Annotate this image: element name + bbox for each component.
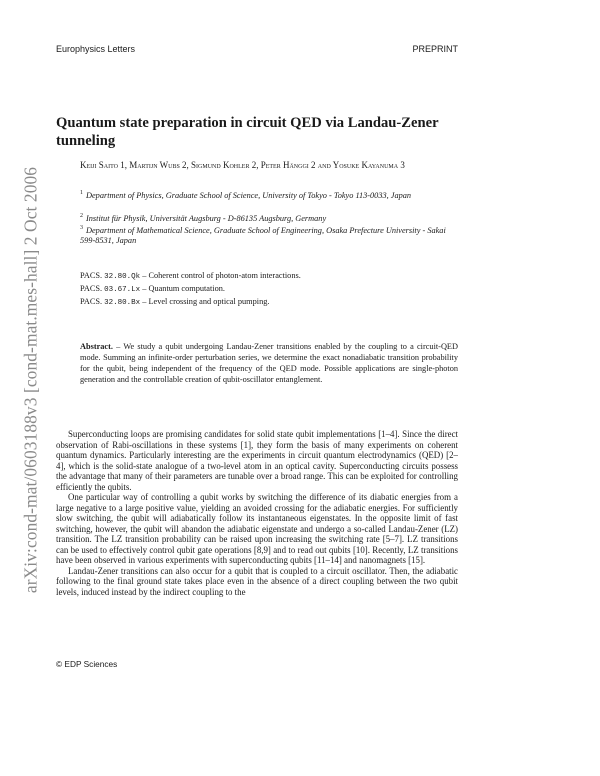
pacs-description: – Quantum computation. xyxy=(142,284,225,293)
pacs-description: – Coherent control of photon-atom interactions. xyxy=(142,271,301,280)
pacs-prefix: PACS. xyxy=(80,297,103,306)
pacs-prefix: PACS. xyxy=(80,271,103,280)
abstract xyxy=(80,341,458,385)
pacs-description: – Level crossing and optical pumping. xyxy=(142,297,270,306)
affiliation-1 xyxy=(80,188,458,201)
pacs-code: 32.80.Qk xyxy=(104,273,141,281)
copyright-notice: © EDP Sciences xyxy=(56,659,118,669)
body-text xyxy=(56,429,458,597)
pacs-entry xyxy=(80,296,458,309)
pacs-prefix: PACS. xyxy=(80,284,103,293)
arxiv-identifier xyxy=(20,120,42,640)
arxiv-identifier-text: arXiv:cond-mat/0603188v3 [cond-mat.mes-hall] 2 Oct 2006 xyxy=(20,166,41,594)
pacs-code: 32.80.Bx xyxy=(104,299,141,307)
affiliation-number: 1 xyxy=(80,190,83,196)
affiliation-3 xyxy=(80,223,458,247)
affiliation-number: 2 xyxy=(80,213,83,219)
affiliation-text: Department of Mathematical Science, Graduate School of Engineering, Osaka Prefecture University - Sakai 599-8531, Japan xyxy=(80,225,446,246)
abstract-text: – We study a qubit undergoing Landau-Zener transitions enabled by the coupling to a circuit-QED mode. Summing an infinite-order perturbation series, we determine the exact nonadiabatic transition probability for the qubit, being independent of the frequency of the QED mode. Possible applications are single-photon generation and the controllable creation of qubit-oscillator entanglement. xyxy=(80,342,458,384)
preprint-label: PREPRINT xyxy=(412,44,458,54)
body-paragraph-1: Superconducting loops are promising candidates for solid state qubit implementations [1–4]. Since the direct observation of Rabi-oscillations in these systems [1], they form the basis of many experiments on coherent quantum dynamics. Particularly interesting are the experiments in circuit quantum electrodynamics (QED) [2–4], which is the solid-state analogue of a two-level atom in an optical cavity. Superconducting circuits possess the advantage that many of their parameters are tunable over a broad range. This can be exploited for controlling efficiently the qubits. xyxy=(56,429,458,492)
pacs-code: 03.67.Lx xyxy=(104,286,141,294)
body-paragraph-2: One particular way of controlling a qubit works by switching the difference of its diabatic energies from a large negative to a large positive value, yielding an avoided crossing for the adiabatic energies. For sufficiently slow switching, the qubit will adiabatically follow its instantaneous eigenstates. In the opposite limit of fast switching, however, the qubit will abandon the adiabatic eigenstate and undergo a so-called Landau-Zener (LZ) transition. The LZ transition probability can be raised upon increasing the switching rate [5–7]. LZ transitions can be used to effectively control qubit gate operations [8,9] and to read out qubits [10]. Recently, LZ transitions have been observed in various experiments with superconducting qubits [11–14] and nanomagnets [15]. xyxy=(56,492,458,565)
pacs-entry xyxy=(80,270,458,283)
pacs-list xyxy=(80,270,458,309)
paper-title: Quantum state preparation in circuit QED via Landau-Zener tunneling xyxy=(56,115,439,149)
body-paragraph-3: Landau-Zener transitions can also occur for a qubit that is coupled to a circuit oscillator. Then, the adiabatic following to the final ground state takes place even in the absence of a direct coupling between the two qubit levels, induced instead by the indirect coupling to the xyxy=(56,565,458,597)
affiliation-number: 3 xyxy=(80,225,83,231)
abstract-heading: Abstract. xyxy=(80,342,113,351)
affiliation-text: Institut für Physik, Universität Augsburg - D-86135 Augsburg, Germany xyxy=(86,213,327,223)
pacs-entry xyxy=(80,283,458,296)
author-list: Keiji Saito 1, Martijn Wubs 2, Sigmund Kohler 2, Peter Hänggi 2 and Yosuke Kayanuma 3 xyxy=(80,160,405,170)
journal-name: Europhysics Letters xyxy=(56,44,136,54)
affiliation-text: Department of Physics, Graduate School of Science, University of Tokyo - Tokyo 113-0033, Japan xyxy=(86,190,412,200)
